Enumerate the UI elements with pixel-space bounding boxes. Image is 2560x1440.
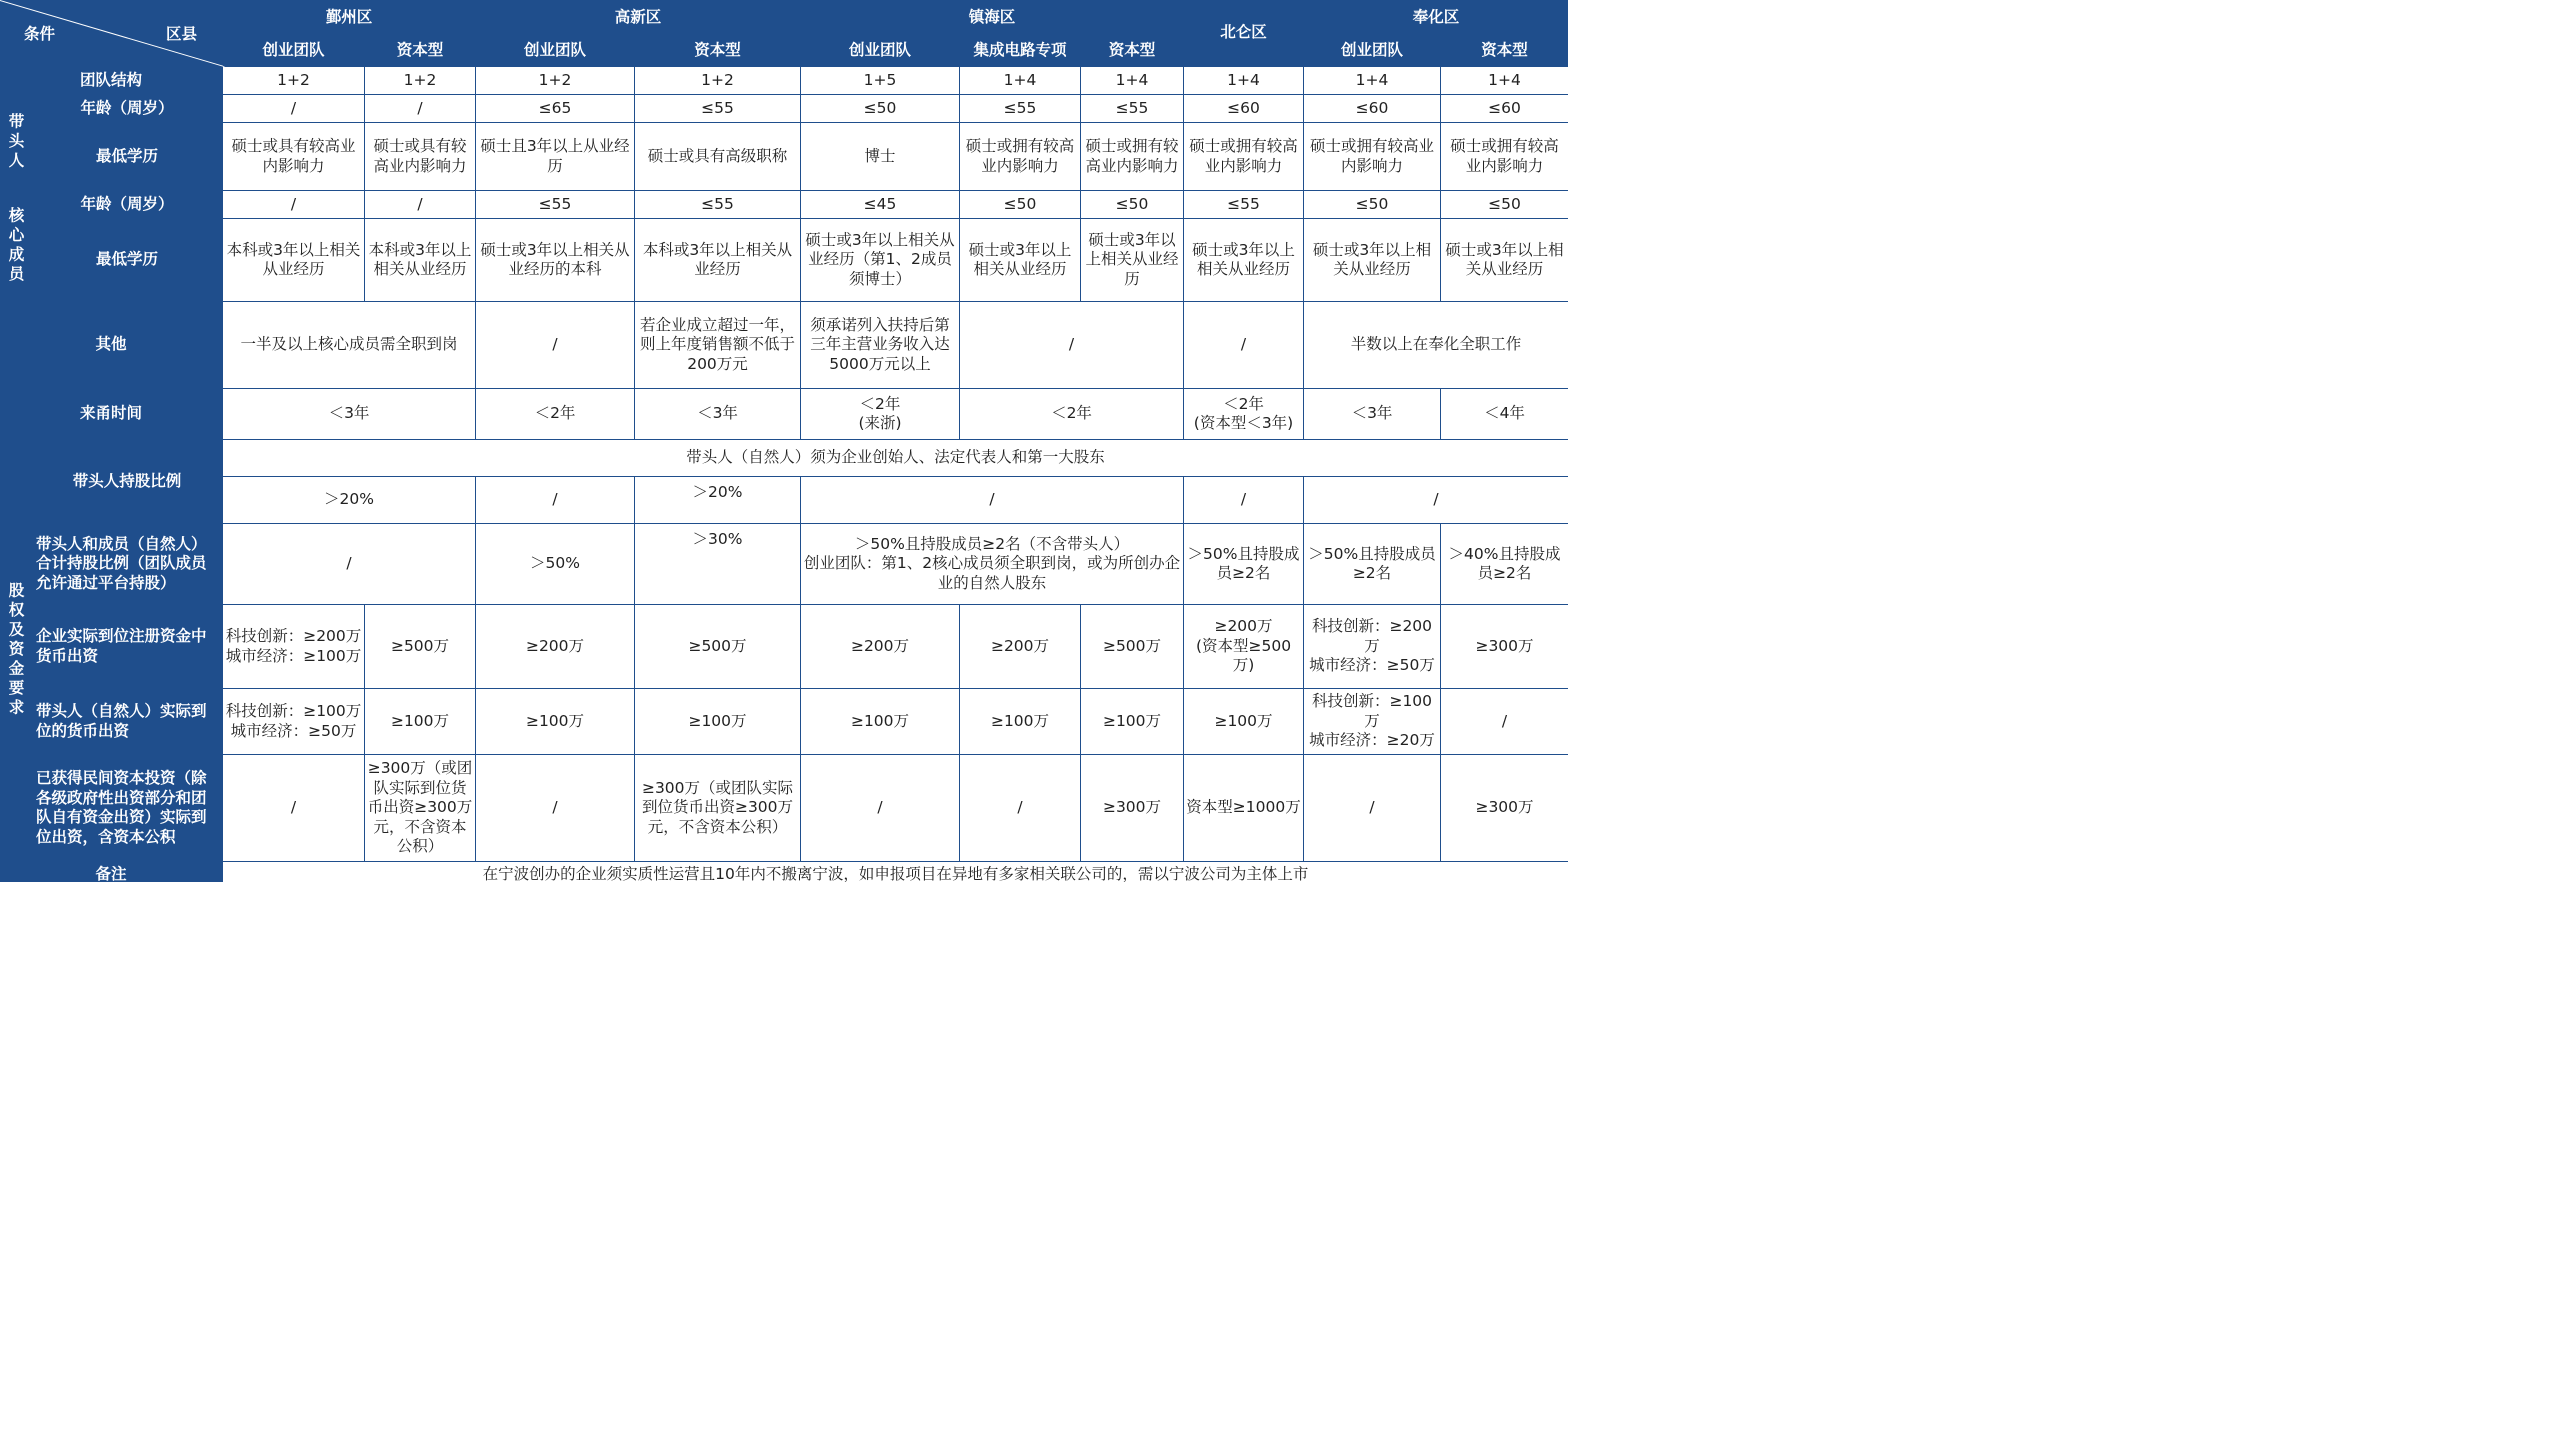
- cell-combined-share: ＞30%: [635, 524, 800, 604]
- cell-core-edu: 硕士或3年以上相关从业经历的本科: [476, 219, 634, 301]
- cell-combined-share: ＞50%且持股成员≥2名（不含带头人） 创业团队：第1、2核心成员须全职到岗，或为所创办企业的自然人股东: [801, 524, 1183, 604]
- cell-structure: 1+4: [1441, 67, 1568, 94]
- cell-other: /: [1184, 302, 1303, 388]
- row-label-other: 其他: [0, 302, 222, 388]
- subtype-zhenhai-startup: 创业团队: [801, 36, 959, 66]
- cell-leader-age: ≤55: [1081, 95, 1183, 122]
- cell-other: /: [476, 302, 634, 388]
- cell-arrival: ＜4年: [1441, 389, 1568, 439]
- cell-leader-cash: ≥100万: [960, 689, 1080, 754]
- district-yinzhou: 鄞州区: [223, 0, 475, 35]
- cell-arrival: ＜2年 (资本型＜3年): [1184, 389, 1303, 439]
- cell-leader-cash: ≥100万: [365, 689, 475, 754]
- cell-registered-capital: ≥300万: [1441, 605, 1568, 688]
- cell-leader-edu: 硕士或拥有较高业内影响力: [960, 123, 1080, 190]
- cell-combined-share: ＞40%且持股成员≥2名: [1441, 524, 1568, 604]
- cell-leader-share: ＞20%: [635, 477, 800, 523]
- cell-leader-age: ≤65: [476, 95, 634, 122]
- row-label-core-age: 年龄（周岁）: [32, 191, 222, 218]
- cell-arrival: ＜3年: [1304, 389, 1440, 439]
- cell-combined-share: ＞50%: [476, 524, 634, 604]
- cell-leader-edu: 硕士或具有较高业内影响力: [365, 123, 475, 190]
- cell-structure: 1+2: [365, 67, 475, 94]
- cell-registered-capital: ≥200万 (资本型≥500万): [1184, 605, 1303, 688]
- cell-leader-edu: 硕士或具有较高业内影响力: [223, 123, 364, 190]
- cell-leader-edu: 硕士或拥有较高业内影响力: [1304, 123, 1440, 190]
- subtype-gaoxin-startup: 创业团队: [476, 36, 634, 66]
- district-beilun: 北仑区: [1184, 0, 1303, 66]
- subtype-gaoxin-capital: 资本型: [635, 36, 800, 66]
- subtype-yinzhou-startup: 创业团队: [223, 36, 364, 66]
- cell-registered-capital: 科技创新：≥200万 城市经济：≥100万: [223, 605, 364, 688]
- cell-note: 在宁波创办的企业须实质性运营且10年内不搬离宁波，如申报项目在异地有多家相关联公司的，需以宁波公司为主体上市: [223, 862, 1568, 882]
- group-leader: 带头人: [0, 95, 31, 190]
- cell-combined-share: ＞50%且持股成员≥2名: [1184, 524, 1303, 604]
- cell-private-capital: ≥300万（或团队实际到位货币出资≥300万元，不含资本公积）: [365, 755, 475, 861]
- cell-core-age: ≤50: [960, 191, 1080, 218]
- cell-leader-share: /: [801, 477, 1183, 523]
- row-label-core-edu: 最低学历: [32, 219, 222, 301]
- row-label-registered-capital: 企业实际到位注册资金中货币出资: [32, 605, 222, 688]
- cell-other: 一半及以上核心成员需全职到岗: [223, 302, 475, 388]
- cell-leader-cash: ≥100万: [476, 689, 634, 754]
- cell-leader-edu: 硕士或拥有较高业内影响力: [1081, 123, 1183, 190]
- group-core: 核心成员: [0, 191, 31, 301]
- cell-leader-edu: 硕士或拥有较高业内影响力: [1184, 123, 1303, 190]
- cell-core-edu: 硕士或3年以上相关从业经历: [1304, 219, 1440, 301]
- cell-leader-age: ≤55: [960, 95, 1080, 122]
- cell-private-capital: ≥300万: [1081, 755, 1183, 861]
- cell-leader-age: ≤60: [1441, 95, 1568, 122]
- cell-arrival: ＜3年: [223, 389, 475, 439]
- cell-private-capital: /: [1304, 755, 1440, 861]
- row-label-note: 备注: [0, 862, 222, 882]
- subtype-fenghua-startup: 创业团队: [1304, 36, 1440, 66]
- cell-private-capital: 资本型≥1000万: [1184, 755, 1303, 861]
- cell-arrival: ＜2年 (来浙): [801, 389, 959, 439]
- cell-leader-cash: ≥100万: [1081, 689, 1183, 754]
- cell-structure: 1+4: [1304, 67, 1440, 94]
- district-fenghua: 奉化区: [1304, 0, 1568, 35]
- cell-core-edu: 本科或3年以上相关从业经历: [365, 219, 475, 301]
- cell-leader-cash: /: [1441, 689, 1568, 754]
- cell-core-age: ≤45: [801, 191, 959, 218]
- cell-core-age: ≤55: [1184, 191, 1303, 218]
- cell-core-age: /: [223, 191, 364, 218]
- cell-leader-cash: ≥100万: [1184, 689, 1303, 754]
- subtype-zhenhai-capital: 资本型: [1081, 36, 1183, 66]
- cell-combined-share: ＞50%且持股成员≥2名: [1304, 524, 1440, 604]
- cell-private-capital: ≥300万: [1441, 755, 1568, 861]
- subtype-yinzhou-capital: 资本型: [365, 36, 475, 66]
- policy-table: [0, 0, 1568, 882]
- cell-leader-age: /: [223, 95, 364, 122]
- row-label-leader-age: 年龄（周岁）: [32, 95, 222, 122]
- cell-core-age: ≤50: [1304, 191, 1440, 218]
- cell-private-capital: /: [960, 755, 1080, 861]
- cell-leader-age: ≤55: [635, 95, 800, 122]
- cell-leader-cash: ≥100万: [801, 689, 959, 754]
- cell-leader-age: ≤60: [1184, 95, 1303, 122]
- cell-leader-edu: 硕士或拥有较高业内影响力: [1441, 123, 1568, 190]
- cell-private-capital: /: [801, 755, 959, 861]
- cell-core-age: ≤55: [635, 191, 800, 218]
- corner-label-district: 区县: [166, 25, 198, 43]
- cell-registered-capital: ≥200万: [960, 605, 1080, 688]
- cell-core-age: ≤50: [1441, 191, 1568, 218]
- row-label-leader-edu: 最低学历: [32, 123, 222, 190]
- cell-core-age: ≤55: [476, 191, 634, 218]
- cell-core-edu: 硕士或3年以上相关从业经历: [1081, 219, 1183, 301]
- row-label-combined-share: 带头人和成员（自然人）合计持股比例（团队成员允许通过平台持股）: [32, 524, 222, 604]
- cell-leader-share: /: [1184, 477, 1303, 523]
- cell-arrival: ＜2年: [476, 389, 634, 439]
- cell-structure: 1+5: [801, 67, 959, 94]
- cell-leader-age: /: [365, 95, 475, 122]
- cell-leader-cash: 科技创新：≥100万 城市经济：≥50万: [223, 689, 364, 754]
- corner-label-condition: 条件: [24, 25, 56, 43]
- cell-registered-capital: ≥500万: [1081, 605, 1183, 688]
- cell-other: /: [960, 302, 1183, 388]
- cell-core-age: ≤50: [1081, 191, 1183, 218]
- cell-private-capital: /: [223, 755, 364, 861]
- cell-leader-cash: 科技创新：≥100万 城市经济：≥20万: [1304, 689, 1440, 754]
- cell-other: 须承诺列入扶持后第三年主营业务收入达5000万元以上: [801, 302, 959, 388]
- cell-structure: 1+4: [1081, 67, 1183, 94]
- row-label-leader-share: 带头人持股比例: [32, 440, 222, 523]
- row-label-arrival: 来甬时间: [0, 389, 222, 439]
- subtype-fenghua-capital: 资本型: [1441, 36, 1568, 66]
- cell-leader-share-common: 带头人（自然人）须为企业创始人、法定代表人和第一大股东: [223, 440, 1568, 476]
- subtype-zhenhai-ic: 集成电路专项: [960, 36, 1080, 66]
- cell-other: 若企业成立超过一年，则上年度销售额不低于200万元: [635, 302, 800, 388]
- cell-core-edu: 硕士或3年以上相关从业经历: [1441, 219, 1568, 301]
- cell-core-edu: 硕士或3年以上相关从业经历: [960, 219, 1080, 301]
- cell-leader-age: ≤60: [1304, 95, 1440, 122]
- cell-leader-share: ＞20%: [223, 477, 475, 523]
- cell-core-edu: 本科或3年以上相关从业经历: [223, 219, 364, 301]
- district-gaoxin: 高新区: [476, 0, 800, 35]
- cell-structure: 1+2: [223, 67, 364, 94]
- cell-registered-capital: ≥500万: [365, 605, 475, 688]
- cell-private-capital: ≥300万（或团队实际到位货币出资≥300万元，不含资本公积）: [635, 755, 800, 861]
- cell-core-edu: 硕士或3年以上相关从业经历（第1、2成员须博士）: [801, 219, 959, 301]
- cell-combined-share: /: [223, 524, 475, 604]
- cell-registered-capital: ≥200万: [476, 605, 634, 688]
- row-label-leader-cash: 带头人（自然人）实际到位的货币出资: [32, 689, 222, 754]
- cell-structure: 1+4: [1184, 67, 1303, 94]
- cell-arrival: ＜2年: [960, 389, 1183, 439]
- cell-structure: 1+2: [476, 67, 634, 94]
- cell-leader-share: /: [476, 477, 634, 523]
- cell-leader-edu: 博士: [801, 123, 959, 190]
- cell-structure: 1+4: [960, 67, 1080, 94]
- cell-leader-edu: 硕士或具有高级职称: [635, 123, 800, 190]
- group-equity: 股权及资金要求: [0, 440, 31, 861]
- cell-leader-age: ≤50: [801, 95, 959, 122]
- cell-core-age: /: [365, 191, 475, 218]
- cell-registered-capital: ≥200万: [801, 605, 959, 688]
- cell-registered-capital: 科技创新：≥200万 城市经济：≥50万: [1304, 605, 1440, 688]
- cell-core-edu: 硕士或3年以上相关从业经历: [1184, 219, 1303, 301]
- cell-private-capital: /: [476, 755, 634, 861]
- row-label-structure: 团队结构: [0, 67, 222, 94]
- cell-arrival: ＜3年: [635, 389, 800, 439]
- district-zhenhai: 镇海区: [801, 0, 1183, 35]
- cell-leader-edu: 硕士且3年以上从业经历: [476, 123, 634, 190]
- cell-structure: 1+2: [635, 67, 800, 94]
- cell-registered-capital: ≥500万: [635, 605, 800, 688]
- cell-leader-cash: ≥100万: [635, 689, 800, 754]
- row-label-private-capital: 已获得民间资本投资（除各级政府性出资部分和团队自有资金出资）实际到位出资，含资本公积: [32, 755, 222, 861]
- cell-other: 半数以上在奉化全职工作: [1304, 302, 1568, 388]
- cell-leader-share: /: [1304, 477, 1568, 523]
- cell-core-edu: 本科或3年以上相关从业经历: [635, 219, 800, 301]
